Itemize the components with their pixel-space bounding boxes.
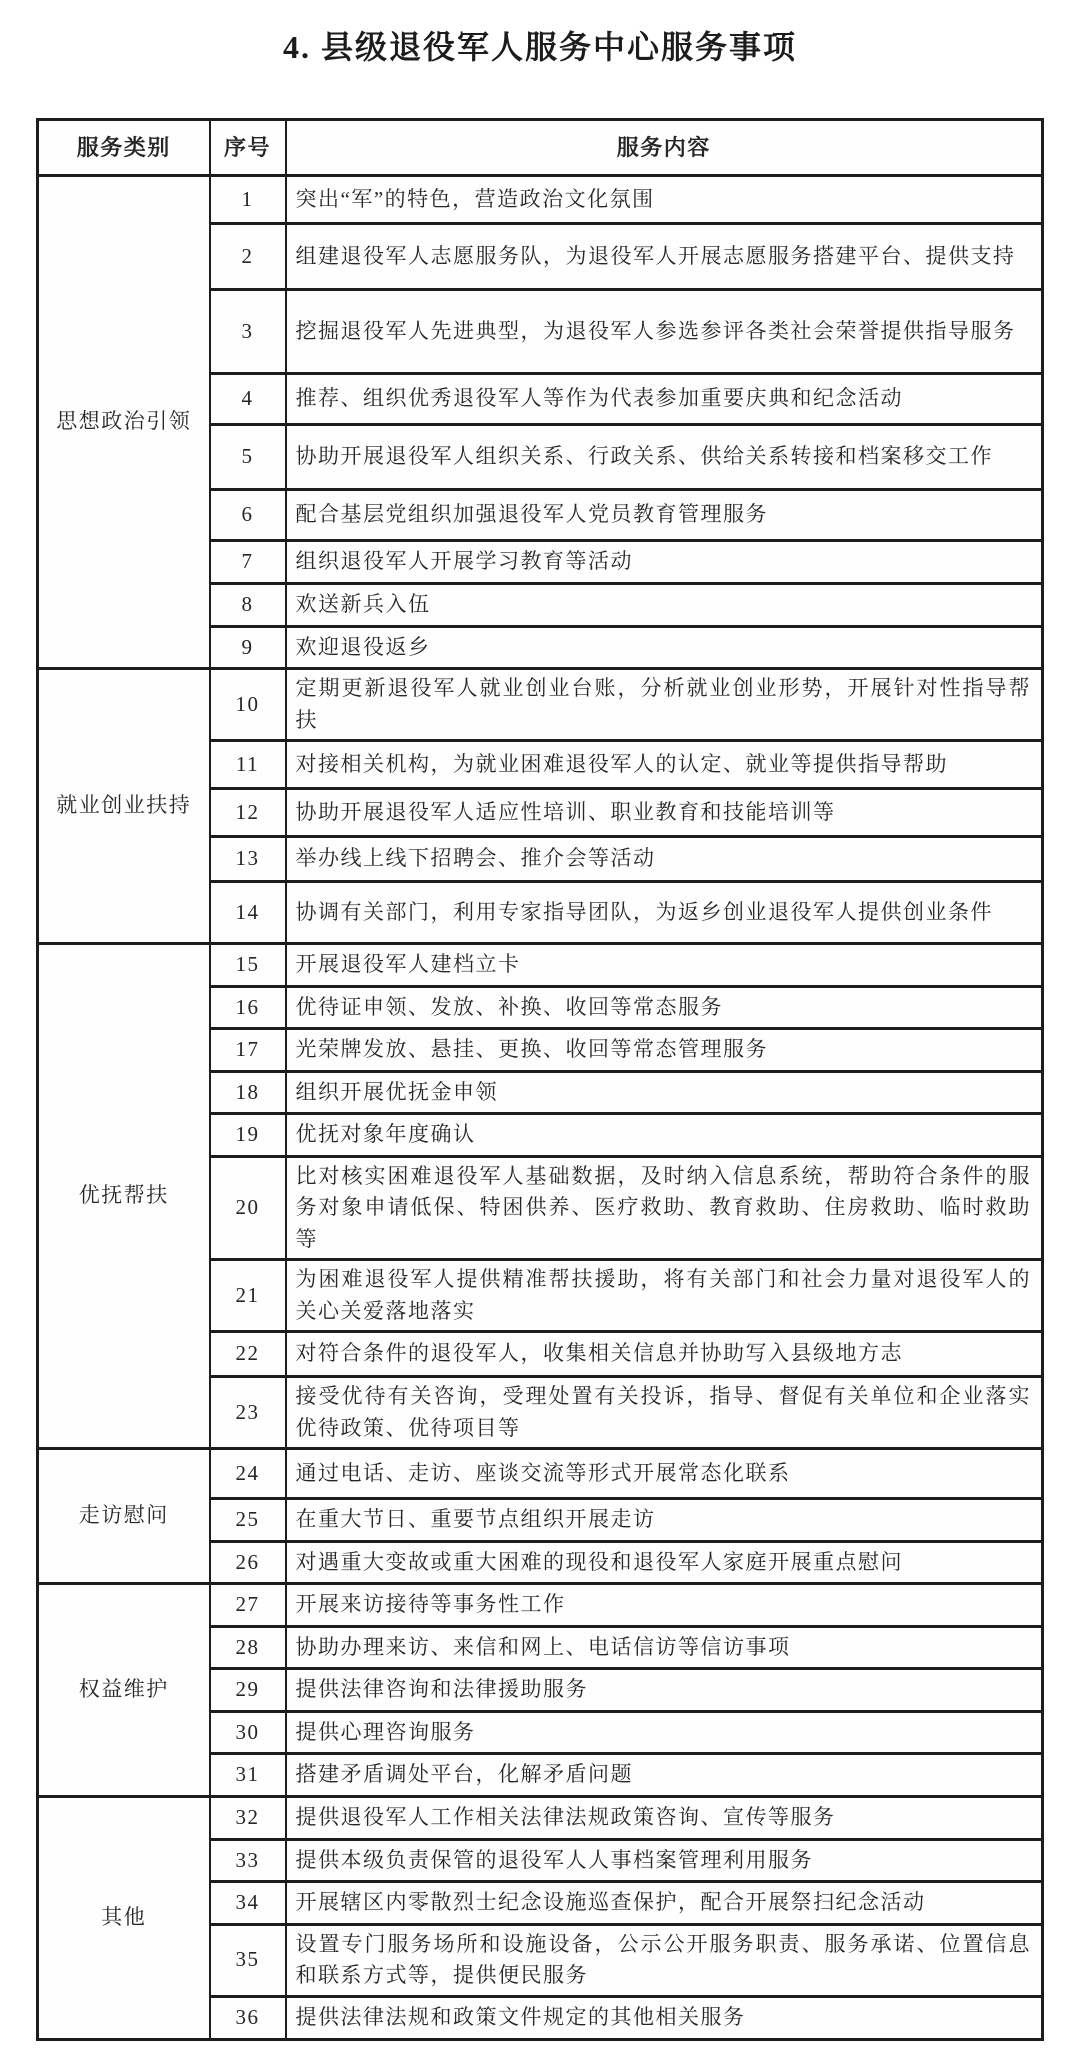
row-number: 28 bbox=[210, 1626, 286, 1669]
row-number: 30 bbox=[210, 1711, 286, 1754]
row-content: 突出“军”的特色，营造政治文化氛围 bbox=[286, 176, 1043, 224]
row-number: 3 bbox=[210, 290, 286, 374]
row-number: 33 bbox=[210, 1839, 286, 1882]
table-row bbox=[38, 176, 1043, 224]
row-number: 6 bbox=[210, 490, 286, 541]
table-row bbox=[38, 1584, 1043, 1627]
category-cell-other: 其他 bbox=[38, 1797, 210, 2040]
row-content: 优待证申领、发放、补换、收回等常态服务 bbox=[286, 986, 1043, 1029]
row-content: 提供心理咨询服务 bbox=[286, 1711, 1043, 1754]
table-row bbox=[38, 1797, 1043, 1840]
category-cell-visits: 走访慰问 bbox=[38, 1449, 210, 1584]
row-content: 推荐、组织优秀退役军人等作为代表参加重要庆典和纪念活动 bbox=[286, 374, 1043, 425]
category-cell-employment: 就业创业扶持 bbox=[38, 669, 210, 944]
row-content: 光荣牌发放、悬挂、更换、收回等常态管理服务 bbox=[286, 1029, 1043, 1072]
row-content: 开展辖区内零散烈士纪念设施巡查保护，配合开展祭扫纪念活动 bbox=[286, 1882, 1043, 1925]
row-content: 对接相关机构，为就业困难退役军人的认定、就业等提供指导帮助 bbox=[286, 741, 1043, 789]
row-content: 设置专门服务场所和设施设备，公示公开服务职责、服务承诺、位置信息和联系方式等，提供便民服务 bbox=[286, 1924, 1043, 1996]
row-content: 举办线上线下招聘会、推介会等活动 bbox=[286, 837, 1043, 882]
row-content: 提供法律法规和政策文件规定的其他相关服务 bbox=[286, 1996, 1043, 2039]
row-number: 22 bbox=[210, 1332, 286, 1377]
row-number: 17 bbox=[210, 1029, 286, 1072]
row-number: 32 bbox=[210, 1797, 286, 1840]
row-number: 24 bbox=[210, 1449, 286, 1499]
row-number: 14 bbox=[210, 882, 286, 944]
row-number: 18 bbox=[210, 1071, 286, 1114]
row-number: 21 bbox=[210, 1260, 286, 1332]
row-number: 9 bbox=[210, 626, 286, 669]
row-number: 19 bbox=[210, 1114, 286, 1157]
row-number: 12 bbox=[210, 789, 286, 837]
table-row bbox=[38, 669, 1043, 741]
row-content: 对遇重大变故或重大困难的现役和退役军人家庭开展重点慰问 bbox=[286, 1541, 1043, 1584]
service-items-table bbox=[36, 118, 1044, 2041]
row-number: 7 bbox=[210, 541, 286, 584]
row-content: 协助开展退役军人组织关系、行政关系、供给关系转接和档案移交工作 bbox=[286, 425, 1043, 490]
row-number: 35 bbox=[210, 1924, 286, 1996]
row-number: 10 bbox=[210, 669, 286, 741]
table-row bbox=[38, 1449, 1043, 1499]
row-content: 提供本级负责保管的退役军人人事档案管理利用服务 bbox=[286, 1839, 1043, 1882]
row-number: 36 bbox=[210, 1996, 286, 2039]
row-content: 组织退役军人开展学习教育等活动 bbox=[286, 541, 1043, 584]
row-number: 4 bbox=[210, 374, 286, 425]
row-content: 提供退役军人工作相关法律法规政策咨询、宣传等服务 bbox=[286, 1797, 1043, 1840]
row-content: 在重大节日、重要节点组织开展走访 bbox=[286, 1499, 1043, 1542]
row-content: 协助办理来访、来信和网上、电话信访等信访事项 bbox=[286, 1626, 1043, 1669]
row-number: 1 bbox=[210, 176, 286, 224]
row-number: 20 bbox=[210, 1156, 286, 1260]
row-content: 组织开展优抚金申领 bbox=[286, 1071, 1043, 1114]
row-number: 25 bbox=[210, 1499, 286, 1542]
category-cell-preferential-support: 优抚帮扶 bbox=[38, 944, 210, 1449]
page-title: 4. 县级退役军人服务中心服务事项 bbox=[282, 29, 797, 65]
row-number: 5 bbox=[210, 425, 286, 490]
table-row bbox=[38, 944, 1043, 987]
row-number: 29 bbox=[210, 1669, 286, 1712]
category-cell-rights-protection: 权益维护 bbox=[38, 1584, 210, 1797]
table-header-row bbox=[38, 120, 1043, 176]
row-content: 挖掘退役军人先进典型，为退役军人参选参评各类社会荣誉提供指导服务 bbox=[286, 290, 1043, 374]
row-content: 开展退役军人建档立卡 bbox=[286, 944, 1043, 987]
row-content: 定期更新退役军人就业创业台账，分析就业创业形势，开展针对性指导帮扶 bbox=[286, 669, 1043, 741]
row-content: 提供法律咨询和法律援助服务 bbox=[286, 1669, 1043, 1712]
row-content: 开展来访接待等事务性工作 bbox=[286, 1584, 1043, 1627]
row-number: 27 bbox=[210, 1584, 286, 1627]
row-content: 协助开展退役军人适应性培训、职业教育和技能培训等 bbox=[286, 789, 1043, 837]
row-content: 为困难退役军人提供精准帮扶援助，将有关部门和社会力量对退役军人的关心关爱落地落实 bbox=[286, 1260, 1043, 1332]
category-cell-ideological: 思想政治引领 bbox=[38, 176, 210, 669]
row-content: 组建退役军人志愿服务队，为退役军人开展志愿服务搭建平台、提供支持 bbox=[286, 224, 1043, 290]
header-service-content: 服务内容 bbox=[286, 120, 1043, 176]
row-content: 欢迎退役返乡 bbox=[286, 626, 1043, 669]
row-number: 26 bbox=[210, 1541, 286, 1584]
row-content: 对符合条件的退役军人，收集相关信息并协助写入县级地方志 bbox=[286, 1332, 1043, 1377]
header-serial-number: 序号 bbox=[210, 120, 286, 176]
row-content: 接受优待有关咨询，受理处置有关投诉，指导、督促有关单位和企业落实优待政策、优待项目等 bbox=[286, 1377, 1043, 1449]
row-content: 通过电话、走访、座谈交流等形式开展常态化联系 bbox=[286, 1449, 1043, 1499]
row-number: 2 bbox=[210, 224, 286, 290]
row-number: 16 bbox=[210, 986, 286, 1029]
row-number: 11 bbox=[210, 741, 286, 789]
row-number: 8 bbox=[210, 583, 286, 626]
row-content: 配合基层党组织加强退役军人党员教育管理服务 bbox=[286, 490, 1043, 541]
row-content: 协调有关部门，利用专家指导团队，为返乡创业退役军人提供创业条件 bbox=[286, 882, 1043, 944]
row-content: 优抚对象年度确认 bbox=[286, 1114, 1043, 1157]
row-number: 31 bbox=[210, 1754, 286, 1797]
row-content: 搭建矛盾调处平台，化解矛盾问题 bbox=[286, 1754, 1043, 1797]
row-number: 13 bbox=[210, 837, 286, 882]
row-number: 34 bbox=[210, 1882, 286, 1925]
row-number: 23 bbox=[210, 1377, 286, 1449]
row-content: 欢送新兵入伍 bbox=[286, 583, 1043, 626]
row-content: 比对核实困难退役军人基础数据，及时纳入信息系统，帮助符合条件的服务对象申请低保、特困供养、医疗救助、教育救助、住房救助、临时救助等 bbox=[286, 1156, 1043, 1260]
row-number: 15 bbox=[210, 944, 286, 987]
header-service-category: 服务类别 bbox=[38, 120, 210, 176]
